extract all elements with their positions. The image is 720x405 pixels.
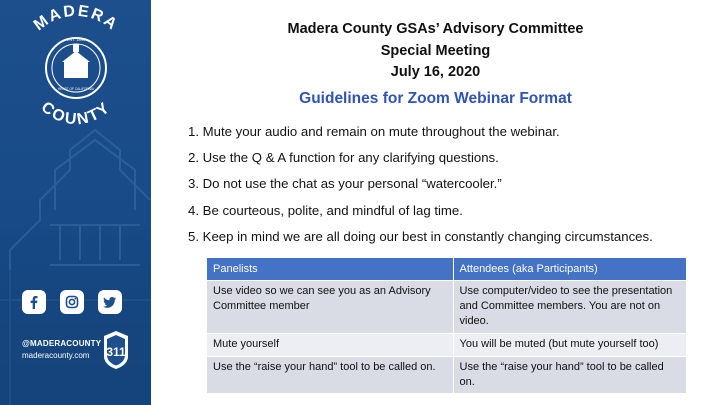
meeting-type: Special Meeting (380, 43, 491, 59)
guideline-item: 5. Keep in mind we are all doing our best in constantly changing circumstances. (188, 228, 653, 244)
logo-top-text: MADERA (30, 4, 122, 35)
social-handle[interactable]: @MADERACOUNTY (22, 339, 102, 348)
table-cell: Use the “raise your hand” tool to be called on. (207, 356, 453, 393)
badge-311-text: 311 (106, 345, 126, 359)
instagram-icon[interactable] (60, 290, 84, 314)
meeting-date: July 16, 2020 (390, 64, 481, 80)
table-row (207, 333, 686, 356)
table-row (207, 280, 686, 333)
guideline-item: 4. Be courteous, polite, and mindful of lag time. (188, 202, 463, 218)
svg-text:MADERA (31, 4, 121, 34)
twitter-icon[interactable] (98, 290, 122, 314)
logo-bottom-text: COUNTY (37, 98, 115, 126)
guidelines-heading: Guidelines for Zoom Webinar Format (299, 90, 572, 107)
guideline-item: 3. Do not use the chat as your personal “watercooler.” (188, 176, 502, 192)
table-cell: Use video so we can see you as an Advisory Committee member (207, 280, 453, 333)
table-cell: Mute yourself (207, 333, 453, 356)
seal-bottom-text: HEART OF CALIFORNIA (57, 87, 95, 91)
sidebar (0, 0, 151, 405)
roles-table (207, 258, 686, 393)
table-row (207, 356, 686, 393)
header-panelists: Panelists (207, 258, 453, 280)
meeting-title: Madera County GSAs’ Advisory Committee (287, 21, 584, 37)
table-header-row (207, 258, 686, 280)
table-cell: You will be muted (but mute yourself too) (453, 333, 686, 356)
guideline-item: 2. Use the Q & A function for any clarifying questions. (188, 150, 499, 166)
social-links (22, 290, 122, 314)
website-link[interactable]: maderacounty.com (22, 351, 90, 360)
svg-text:COUNTY (38, 99, 115, 126)
badge-311-icon (101, 330, 131, 370)
table-cell: Use the “raise your hand” tool to be called on. (453, 356, 686, 393)
guidelines-list (188, 124, 720, 255)
table-cell: Use computer/video to see the presentation and Committee members. You are not on video. (453, 280, 686, 333)
facebook-icon[interactable] (22, 290, 46, 314)
madera-county-logo (6, 4, 146, 126)
guideline-item: 1. Mute your audio and remain on mute throughout the webinar. (188, 124, 560, 139)
seal-top-text: EST. 1893 (66, 37, 86, 42)
header-attendees: Attendees (aka Participants) (453, 258, 686, 280)
